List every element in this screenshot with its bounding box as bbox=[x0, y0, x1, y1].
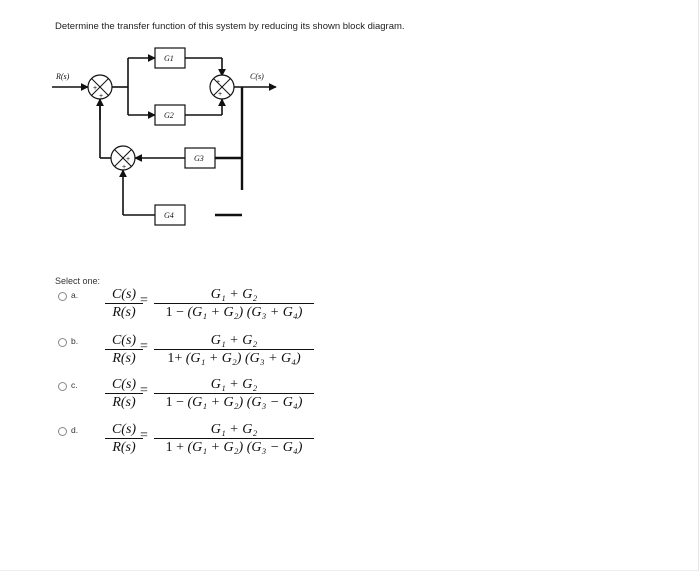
fraction-lhs: $\frac{C(s)}{R(s)}$ bbox=[105, 421, 143, 456]
option-letter: b. bbox=[71, 336, 79, 346]
block-diagram bbox=[50, 40, 290, 240]
option-c[interactable] bbox=[58, 376, 358, 416]
option-b[interactable] bbox=[58, 332, 358, 372]
block-g3-label: G3 bbox=[194, 154, 204, 163]
select-one-label: Select one: bbox=[55, 276, 101, 286]
svg-text:+: + bbox=[216, 79, 221, 86]
svg-text:+: + bbox=[99, 93, 104, 100]
fraction-rhs: $\frac{\text{G₁ + G₂}}{\text{1 + (G₁ + G₂) (G₃ − G₄)}}$ bbox=[154, 421, 314, 456]
radio-button[interactable] bbox=[58, 382, 67, 391]
question-text: Determine the transfer function of this system by reducing its shown block diagram. bbox=[55, 21, 405, 32]
option-d[interactable] bbox=[58, 421, 358, 461]
radio-button[interactable] bbox=[58, 292, 67, 301]
radio-button[interactable] bbox=[58, 427, 67, 436]
block-g4-label: G4 bbox=[164, 211, 174, 220]
block-g2-label: G2 bbox=[164, 111, 174, 120]
svg-text:+: + bbox=[218, 91, 223, 98]
fraction-rhs: $\frac{\text{G₁ + G₂}}{\text{1+ (G₁ + G₂) (G₃ + G₄)}}$ bbox=[154, 332, 314, 367]
fraction-lhs: $\frac{C(s)}{R(s)}$ bbox=[105, 332, 143, 367]
fraction-rhs: $\frac{\text{G₁ + G₂}}{\text{1 − (G₁ + G₂) (G₃ + G₄)}}$ bbox=[154, 286, 314, 321]
equals-sign: = bbox=[140, 293, 148, 308]
svg-text:+: + bbox=[126, 156, 131, 163]
radio-button[interactable] bbox=[58, 338, 67, 347]
equals-sign: = bbox=[140, 428, 148, 443]
output-label: C(s) bbox=[250, 72, 264, 81]
svg-text:+: + bbox=[93, 85, 98, 92]
block-g1-label: G1 bbox=[164, 54, 174, 63]
fraction-rhs: $\frac{\text{G₁ + G₂}}{\text{1 − (G₁ + G₂) (G₃ − G₄)}}$ bbox=[154, 376, 314, 411]
equals-sign: = bbox=[140, 383, 148, 398]
equals-sign: = bbox=[140, 339, 148, 354]
svg-text:+: + bbox=[122, 164, 127, 171]
option-letter: a. bbox=[71, 290, 79, 300]
input-label: R(s) bbox=[56, 72, 70, 81]
option-a[interactable] bbox=[58, 286, 358, 326]
option-letter: c. bbox=[71, 380, 78, 390]
option-letter: d. bbox=[71, 425, 79, 435]
fraction-lhs: $\frac{C(s)}{R(s)}$ bbox=[105, 376, 143, 411]
fraction-lhs: $\frac{C(s)}{R(s)}$ bbox=[105, 286, 143, 321]
